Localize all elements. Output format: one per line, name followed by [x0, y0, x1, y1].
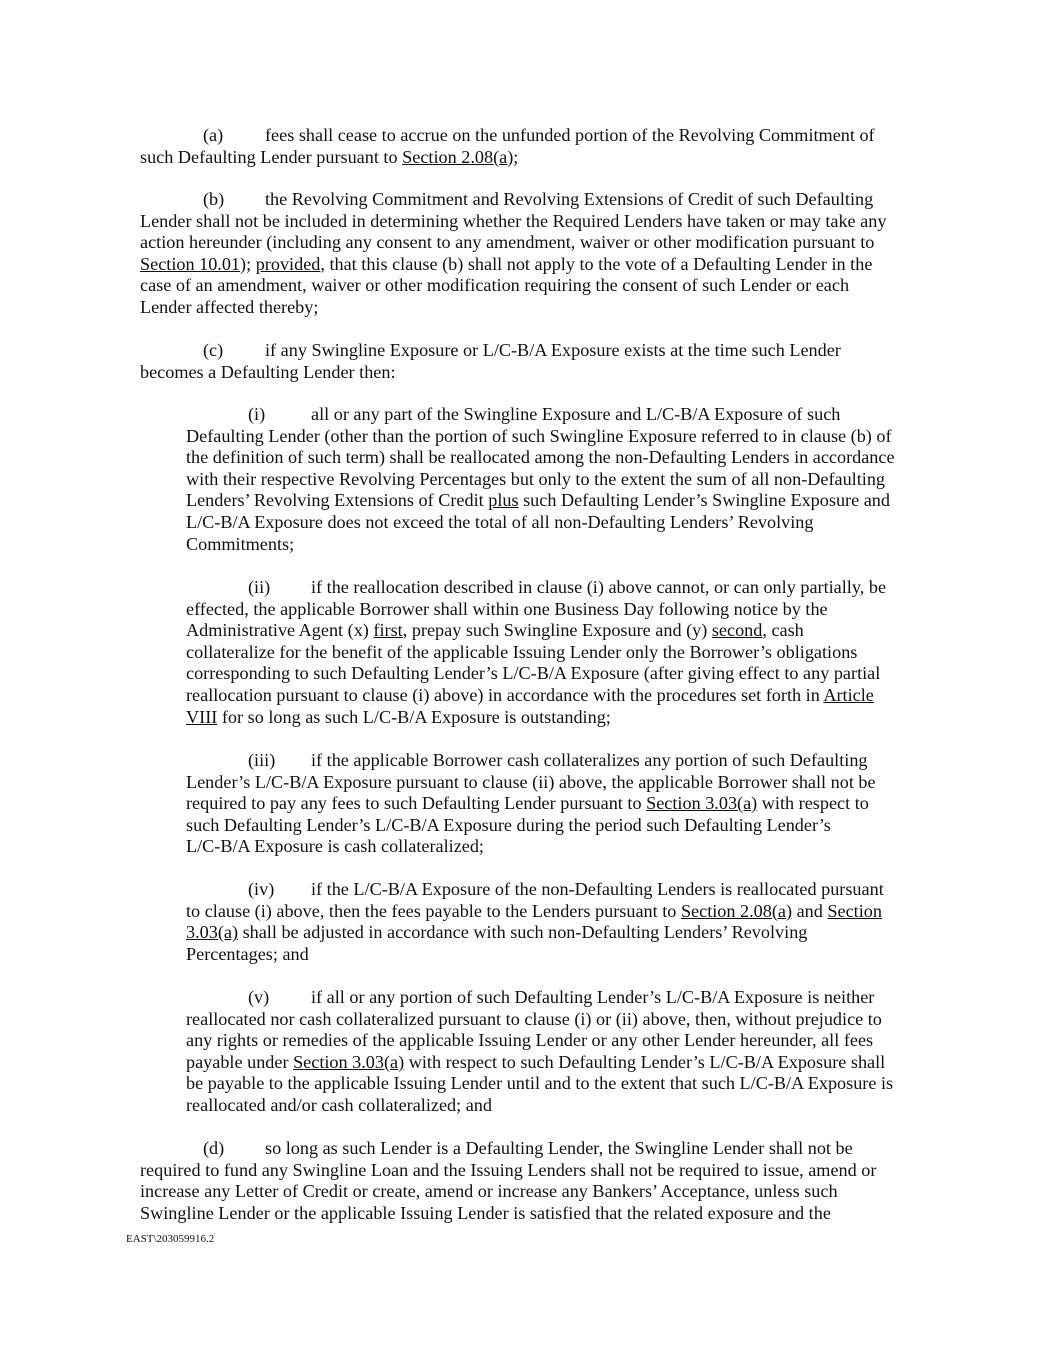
text-line: [186, 944, 946, 966]
text-line: [186, 685, 946, 707]
text-line: [186, 1030, 946, 1052]
text-run: the Revolving Commitment and Revolving Extensions of Credit of such Defaulting: [265, 189, 874, 209]
text-run: Commitments;: [186, 533, 295, 554]
text-line: [186, 490, 946, 512]
text-run: );: [240, 253, 256, 274]
text-run: fees shall cease to accrue on the unfunded portion of the Revolving Commitment of: [265, 125, 875, 145]
text-line: [186, 815, 946, 837]
text-run: and: [792, 900, 828, 921]
cross-reference: first: [373, 620, 403, 641]
text-line: [186, 793, 946, 815]
text-line: [186, 447, 946, 469]
text-line: [140, 275, 940, 297]
text-run: L/C-B/A Exposure does not exceed the total of all non-Defaulting Lenders’ Revolving: [186, 511, 814, 532]
text-run: , prepay such Swingline Exposure and (y): [402, 620, 712, 641]
text-line: [140, 1160, 940, 1182]
clause-c-iii: [186, 750, 946, 858]
text-run: required to fund any Swingline Loan and the Issuing Lenders shall not be required to issue, amend or: [140, 1159, 877, 1180]
text-run: Lender shall not be included in determining whether the Required Lenders have taken or may take any: [140, 210, 887, 231]
cross-reference: 3.03(a): [186, 922, 239, 943]
text-line: [140, 340, 940, 362]
text-line: [186, 599, 946, 621]
text-line: [140, 254, 940, 276]
text-line: [140, 125, 940, 147]
text-line: [140, 1138, 940, 1160]
text-line: [186, 922, 946, 944]
text-run: such Defaulting Lender’s L/C-B/A Exposure during the period such Defaulting Lender’s: [186, 814, 831, 835]
text-line: [186, 469, 946, 491]
clause-label: (a): [203, 125, 224, 145]
text-line: [186, 836, 946, 858]
text-run: Lender’s L/C-B/A Exposure pursuant to clause (ii) above, the applicable Borrower shall not be: [186, 771, 876, 792]
text-line: [186, 404, 946, 426]
document-id-footer: EAST\203059916.2: [126, 1233, 215, 1245]
text-run: any rights or remedies of the applicable Issuing Lender or any other Lender hereunder, all fees: [186, 1030, 874, 1051]
clause-label: (iv): [248, 879, 275, 899]
text-line: [140, 1181, 940, 1203]
text-run: Administrative Agent (x): [186, 620, 374, 641]
text-run: ;: [513, 146, 519, 167]
text-run: shall be adjusted in accordance with such non-Defaulting Lenders’ Revolving: [238, 922, 808, 943]
clause-a: [140, 125, 940, 168]
text-run: Percentages; and: [186, 943, 309, 964]
text-line: [186, 577, 946, 599]
cross-reference: Section 2.08(a): [402, 146, 514, 167]
cross-reference: VIII: [186, 706, 218, 727]
text-run: action hereunder (including any consent to any amendment, waiver or other modification pursuant to: [140, 232, 875, 253]
text-line: [186, 879, 946, 901]
text-line: [186, 426, 946, 448]
text-run: such Defaulting Lender’s Swingline Exposure and: [518, 490, 890, 511]
text-line: [140, 189, 940, 211]
text-run: be payable to the applicable Issuing Lender until and to the extent that such L/C-B/A Exposure is: [186, 1073, 894, 1094]
text-line: [140, 211, 940, 233]
text-run: all or any part of the Swingline Exposure and L/C-B/A Exposure of such: [311, 404, 841, 424]
text-line: [186, 987, 946, 1009]
text-run: , cash: [762, 620, 804, 641]
clause-c-v: [186, 987, 946, 1117]
text-run: if all or any portion of such Defaulting Lender’s L/C-B/A Exposure is neither: [311, 987, 875, 1007]
clause-label: (d): [203, 1138, 225, 1158]
text-line: [186, 750, 946, 772]
clause-d: [140, 1138, 940, 1224]
text-line: [186, 620, 946, 642]
text-line: [186, 1052, 946, 1074]
clause-label: (iii): [248, 750, 276, 770]
clause-b: [140, 189, 940, 319]
text-run: with respect to such Defaulting Lender’s L/C-B/A Exposure shall: [404, 1051, 886, 1072]
cross-reference: Section 3.03(a): [293, 1051, 405, 1072]
text-run: if the reallocation described in clause (i) above cannot, or can only partially, be: [311, 577, 887, 597]
clause-c-ii: [186, 577, 946, 728]
clause-label: (b): [203, 189, 225, 209]
clause-label: (c): [203, 340, 224, 360]
text-line: [140, 1203, 940, 1225]
text-line: [140, 147, 940, 169]
text-run: collateralize for the benefit of the applicable Issuing Lender only the Borrower’s obligations: [186, 641, 858, 662]
text-line: [186, 1009, 946, 1031]
text-run: so long as such Lender is a Defaulting Lender, the Swingline Lender shall not be: [265, 1138, 853, 1158]
text-run: Swingline Lender or the applicable Issuing Lender is satisfied that the related exposure and the: [140, 1202, 831, 1223]
text-run: to clause (i) above, then the fees payable to the Lenders pursuant to: [186, 900, 681, 921]
text-line: [186, 901, 946, 923]
text-run: if the applicable Borrower cash collateralizes any portion of such Defaulting: [311, 750, 868, 770]
text-run: , that this clause (b) shall not apply to the vote of a Defaulting Lender in the: [320, 253, 873, 274]
text-run: Defaulting Lender (other than the portion of such Swingline Exposure referred to in clause (b) of: [186, 425, 892, 446]
text-line: [186, 772, 946, 794]
clause-label: (i): [248, 404, 266, 424]
cross-reference: Section 10.01: [140, 253, 241, 274]
text-line: [186, 1073, 946, 1095]
text-run: increase any Letter of Credit or create, amend or increase any Bankers’ Acceptance, unless such: [140, 1181, 838, 1202]
text-run: reallocated and/or cash collateralized; and: [186, 1094, 492, 1115]
text-line: [186, 512, 946, 534]
clause-c: [140, 340, 940, 383]
text-run: required to pay any fees to such Defaulting Lender pursuant to: [186, 793, 647, 814]
cross-reference: Section 2.08(a): [680, 900, 793, 921]
text-run: payable under: [186, 1051, 294, 1072]
clause-c-i: [186, 404, 946, 555]
text-run: if the L/C-B/A Exposure of the non-Defaulting Lenders is reallocated pursuant: [311, 879, 884, 899]
clause-label: (ii): [248, 577, 271, 597]
text-run: becomes a Defaulting Lender then:: [140, 361, 396, 382]
text-line: [186, 663, 946, 685]
cross-reference: Section 3.03(a): [646, 793, 758, 814]
text-run: Lenders’ Revolving Extensions of Credit: [186, 490, 489, 511]
text-run: Lender affected thereby;: [140, 296, 319, 317]
text-line: [186, 642, 946, 664]
cross-reference: Article: [823, 684, 874, 705]
text-line: [186, 534, 946, 556]
cross-reference: provided: [255, 253, 321, 274]
clause-c-iv: [186, 879, 946, 965]
cross-reference: Section: [827, 900, 882, 921]
text-run: for so long as such L/C-B/A Exposure is outstanding;: [217, 706, 611, 727]
text-run: effected, the applicable Borrower shall within one Business Day following notice by the: [186, 598, 828, 619]
text-run: with their respective Revolving Percentages but only to the extent the sum of all non-Defaulting: [186, 468, 886, 489]
cross-reference: plus: [488, 490, 519, 511]
cross-reference: second: [711, 620, 763, 641]
clause-label: (v): [248, 987, 270, 1007]
text-line: [186, 1095, 946, 1117]
text-run: if any Swingline Exposure or L/C-B/A Exposure exists at the time such Lender: [265, 340, 841, 360]
text-run: reallocation pursuant to clause (i) above) in accordance with the procedures set forth in: [186, 684, 824, 705]
text-run: reallocated nor cash collateralized pursuant to clause (i) or (ii) above, then, without prejudice to: [186, 1008, 882, 1029]
text-line: [140, 232, 940, 254]
text-run: case of an amendment, waiver or other modification requiring the consent of such Lender or each: [140, 275, 850, 296]
text-run: the definition of such term) shall be reallocated among the non-Defaulting Lenders in accordance: [186, 447, 895, 468]
text-run: corresponding to such Defaulting Lender’s L/C-B/A Exposure (after giving effect to any partial: [186, 663, 881, 684]
text-line: [186, 707, 946, 729]
text-line: [140, 362, 940, 384]
text-run: with respect to: [757, 793, 869, 814]
text-line: [140, 297, 940, 319]
text-run: L/C-B/A Exposure is cash collateralized;: [186, 836, 484, 857]
text-run: such Defaulting Lender pursuant to: [140, 146, 403, 167]
